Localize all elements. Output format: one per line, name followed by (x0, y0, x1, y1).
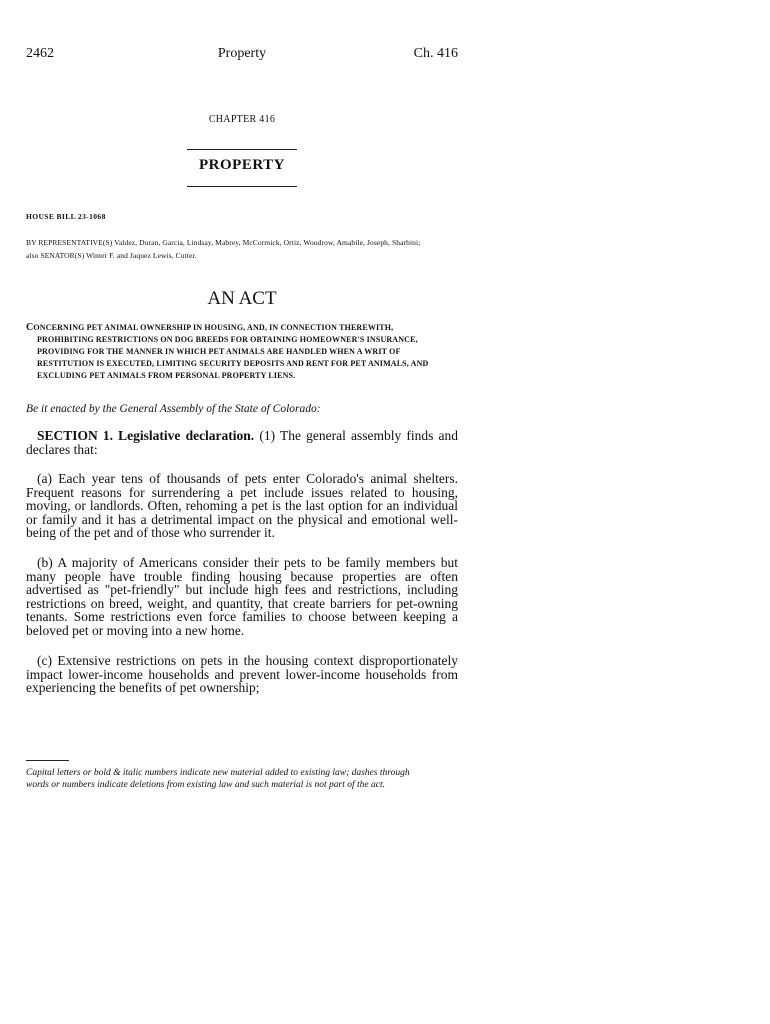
footnote (26, 767, 458, 791)
sponsors-line-1: BY REPRESENTATIVE(S) Valdez, Duran, Garcia, Lindsay, Mabrey, McCormick, Ortiz, Woodrow, Amabile, Joseph, Sharbini; (26, 238, 421, 247)
title-rule-top (187, 149, 297, 150)
footnote-line-2: words or numbers indicate deletions from existing law and such material is not part of the act. (26, 780, 385, 790)
footnote-rule (26, 760, 69, 761)
section-1-heading: SECTION 1. Legislative declaration. (37, 428, 255, 443)
drop-letter: C (26, 322, 34, 333)
paragraph-c-text: (c) Extensive restrictions on pets in the housing context disproportionately impact lower-income households and prevent lower-income households from experiencing the benefits of pet ownership; (26, 653, 458, 695)
sponsors (26, 236, 458, 262)
concerning-line-5: EXCLUDING PET ANIMALS FROM PERSONAL PROPERTY LIENS. (37, 371, 296, 380)
act-heading: AN ACT (207, 288, 277, 309)
sponsors-line-2: also SENATOR(S) Winter F. and Jaquez Lewis, Cutter. (26, 251, 197, 260)
bill-number: HOUSE BILL 23-1068 (26, 212, 106, 221)
chapter-reference: Ch. 416 (413, 46, 458, 61)
act-title-clause (26, 322, 458, 382)
section-1-text: (1) The general assembly finds and declares that: (26, 428, 458, 457)
concerning-line-3: PROVIDING FOR THE MANNER IN WHICH PET ANIMALS ARE HANDLED WHEN A WRIT OF (37, 347, 401, 356)
page-number: 2462 (26, 46, 54, 61)
section-1-paragraph (26, 429, 458, 456)
paragraph-b-text: (b) A majority of Americans consider their pets to be family members but many people have trouble finding housing because properties are often advertised as "pet-friendly" but include high fees and restrictions, including restrictions on breed, weight, and quantity, that create barriers for pet-owning tenants. Some restrictions even force families to choose between keeping a beloved pet or moving into a new home. (26, 555, 458, 638)
paragraph-b (26, 556, 458, 637)
concerning-line-2: PROHIBITING RESTRICTIONS ON DOG BREEDS FOR OBTAINING HOMEOWNER'S INSURANCE, (37, 335, 418, 344)
page-header (26, 46, 458, 66)
paragraph-a-text: (a) Each year tens of thousands of pets enter Colorado's animal shelters. Frequent reasons for surrendering a pet include issues related to housing, moving, or landlords. Often, rehoming a pet is the last option for an individual or family and it has a detrimental impact on the physical and emotional well-being of the pet and of those who surrender it. (26, 471, 458, 540)
paragraph-a (26, 472, 458, 540)
concerning-line-1-text: ONCERNING PET ANIMAL OWNERSHIP IN HOUSING, AND, IN CONNECTION THEREWITH, (33, 323, 394, 332)
enacting-clause: Be it enacted by the General Assembly of the State of Colorado: (26, 403, 321, 415)
concerning-line-4: RESTITUTION IS EXECUTED, LIMITING SECURITY DEPOSITS AND RENT FOR PET ANIMALS, AND (37, 359, 429, 368)
footnote-line-1: Capital letters or bold & italic numbers indicate new material added to existing law; dashes through (26, 768, 410, 778)
paragraph-c (26, 654, 458, 695)
section-1 (26, 429, 458, 456)
document-title: PROPERTY (199, 157, 285, 173)
concerning-line-1 (26, 323, 393, 332)
running-title: Property (217, 46, 267, 61)
chapter-label: CHAPTER 416 (208, 114, 276, 125)
title-rule-bottom (187, 186, 297, 187)
